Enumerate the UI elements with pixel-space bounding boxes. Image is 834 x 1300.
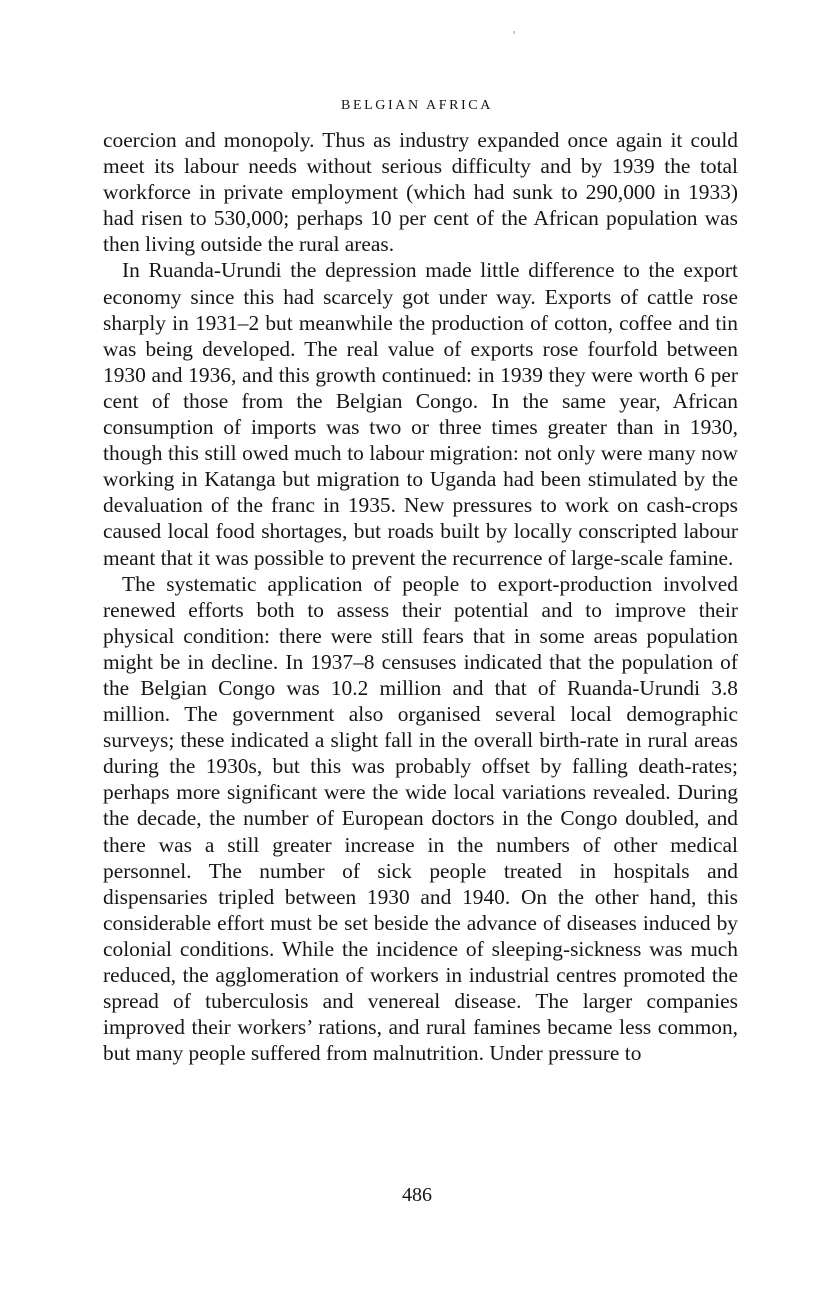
paragraph: coercion and monopoly. Thus as industry expanded once again it could meet its labour needs without serious difficulty and by 1939 the total workforce in private employment (which had sunk to 290,000 in 1933) had risen to 530,000; perhaps 10 per cent of the African population was then living outside the rural areas.: [103, 128, 738, 257]
page-number: 486: [402, 1184, 432, 1206]
scan-speck: [513, 31, 515, 34]
paragraph: The systematic application of people to export-production involved renewed efforts both to assess their potential and to improve their physical condition: there were still fears that in some areas population might be in decline. In 1937–8 censuses indicated that the population of the Belgian Congo was 10.2 million and that of Ruanda-Urundi 3.8 million. The government also organised several local demographic surveys; these indicated a slight fall in the overall birth-rate in rural areas during the 1930s, but this was probably offset by falling death-rates; perhaps more significant were the wide local variations revealed. During the decade, the number of European doctors in the Congo doubled, and there was a still greater increase in the numbers of other medical personnel. The number of sick people treated in hospitals and dispensaries tripled between 1930 and 1940. On the other hand, this considerable effort must be set beside the advance of diseases induced by colonial conditions. While the incidence of sleeping-sickness was much reduced, the agglomeration of workers in industrial centres promoted the spread of tuberculosis and venereal disease. The larger companies improved their workers’ rations, and rural famines became less common, but many people suffered from malnutrition. Under pressure to: [103, 571, 738, 1066]
paragraph: In Ruanda-Urundi the depression made little difference to the export economy since this had scarcely got under way. Exports of cattle rose sharply in 1931–2 but meanwhile the production of cotton, coffee and tin was being developed. The real value of exports rose fourfold between 1930 and 1936, and this growth continued: in 1939 they were worth 6 per cent of those from the Belgian Congo. In the same year, African consumption of imports was two or three times greater than in 1930, though this still owed much to labour migration: not only were many now working in Katanga but migration to Uganda had been stimulated by the devaluation of the franc in 1935. New pressures to work on cash-crops caused local food shortages, but roads built by locally conscripted labour meant that it was possible to prevent the recurrence of large-scale famine.: [103, 258, 738, 570]
running-head: BELGIAN AFRICA: [341, 98, 493, 113]
body-text: [103, 127, 738, 1066]
